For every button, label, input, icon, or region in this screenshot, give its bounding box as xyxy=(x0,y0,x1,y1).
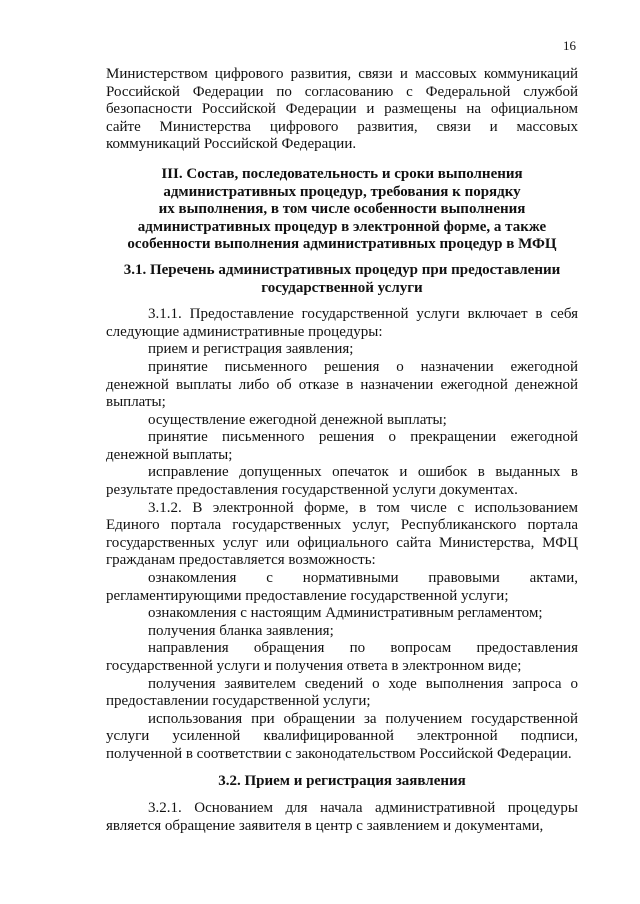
section-heading-line: их выполнения, в том числе особенности выполнения xyxy=(158,201,526,218)
section-heading-line: III. Состав, последовательность и сроки выполнения xyxy=(161,165,523,182)
subsection-heading-line: государственной услуги xyxy=(261,279,423,296)
intro-paragraph: Министерством цифрового развития, связи и массовых коммуникаций Российской Федерации по согласованию с Федеральной службой безопасности Российской Федерации и размещены на официальном сайте Министерства цифрового развития, связи и массовых коммуникаций Российской Федерации. xyxy=(106,66,578,153)
list-item: принятие письменного решения о прекращении ежегодной денежной выплаты; xyxy=(106,429,578,463)
subsection-heading-3-1 xyxy=(106,262,578,297)
list-item: получения бланка заявления; xyxy=(148,622,334,639)
list-item: ознакомления с настоящим Административным регламентом; xyxy=(148,605,543,622)
section-heading-line: административных процедур, требования к порядку xyxy=(163,183,521,200)
section-heading xyxy=(106,166,578,254)
page-number: 16 xyxy=(563,38,576,53)
paragraph-3-2-1: 3.2.1. Основанием для начала административной процедуры является обращение заявителя в центр с заявлением и документами, xyxy=(106,800,578,834)
subsection-heading-line: 3.1. Перечень административных процедур при предоставлении xyxy=(123,261,561,278)
list-item: направления обращения по вопросам предоставления государственной услуги и получения ответа в электронном виде; xyxy=(106,640,578,674)
paragraph-3-1-1: 3.1.1. Предоставление государственной услуги включает в себя следующие административные процедуры: xyxy=(106,306,578,340)
document-body xyxy=(106,66,578,835)
list-item: прием и регистрация заявления; xyxy=(148,341,354,358)
subsection-heading-3-2: 3.2. Прием и регистрация заявления xyxy=(218,772,466,789)
section-heading-line: особенности выполнения административных процедур в МФЦ xyxy=(127,236,557,253)
list-item: осуществление ежегодной денежной выплаты; xyxy=(148,411,447,428)
paragraph-3-1-2: 3.1.2. В электронной форме, в том числе с использованием Единого портала государственных услуг, Республиканского портала государственных услуг или официального сайта Министерства, МФЦ гражданам предоставляется возможность: xyxy=(106,499,578,569)
list-item: принятие письменного решения о назначении ежегодной денежной выплаты либо об отказе в назначении ежегодной денежной выплаты; xyxy=(106,358,578,411)
list-item: получения заявителем сведений о ходе выполнения запроса о предоставлении государственной услуги; xyxy=(106,675,578,710)
list-item: ознакомления с нормативными правовыми актами, регламентирующими предоставление государственной услуги; xyxy=(106,570,578,604)
list-item: исправление допущенных опечаток и ошибок в выданных в результате предоставления государственной услуги документах. xyxy=(106,464,578,499)
list-item: использования при обращении за получением государственной услуги усиленной квалифицированной электронной подписи, полученной в соответствии с законодательством Российской Федерации. xyxy=(106,710,578,762)
section-heading-line: административных процедур в электронной форме, а также xyxy=(137,218,547,235)
